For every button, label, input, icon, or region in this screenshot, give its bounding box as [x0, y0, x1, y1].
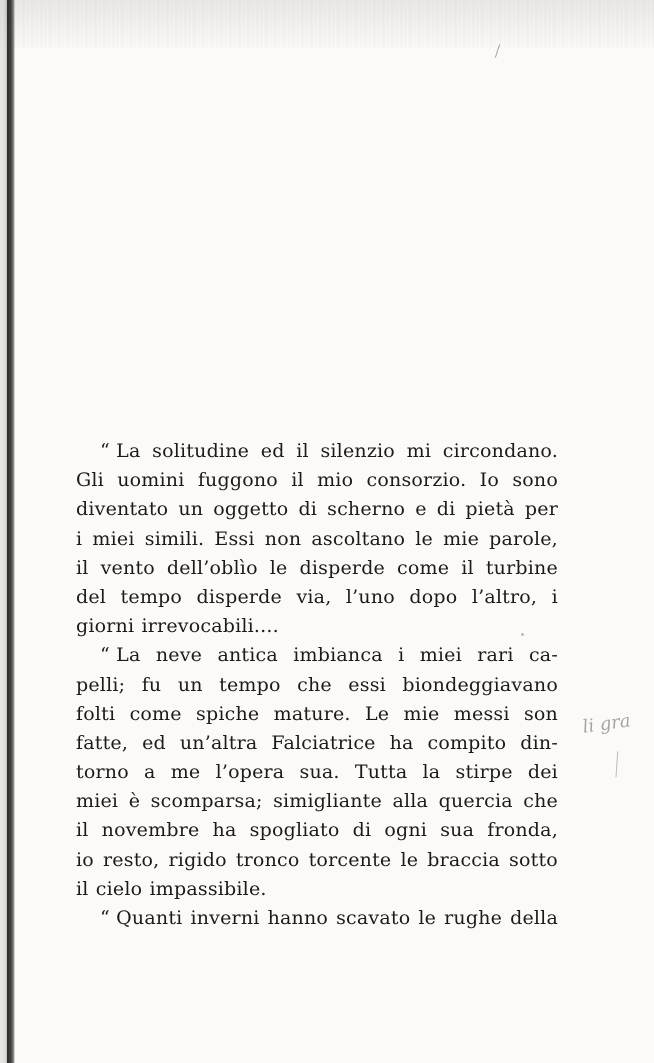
word: i — [76, 527, 83, 550]
text-line — [76, 674, 558, 703]
word: novembre — [101, 819, 200, 842]
word: simili. — [144, 527, 205, 550]
word: ca- — [528, 644, 558, 667]
word: un — [177, 673, 203, 696]
word: me — [170, 761, 201, 784]
word: impassibile. — [149, 877, 267, 900]
word: spiche — [196, 702, 260, 725]
word: quercia — [438, 790, 513, 813]
word: spogliato — [249, 819, 340, 842]
word: disperde — [196, 585, 282, 608]
word: son — [523, 702, 558, 725]
word: tempo — [120, 585, 183, 608]
text-line — [76, 761, 558, 790]
word: biondeggiavano — [402, 673, 558, 696]
word: silenzio — [320, 440, 395, 462]
word: non — [264, 527, 302, 550]
word: sua. — [299, 761, 340, 784]
word: pelli; — [76, 673, 126, 696]
word: turbine — [485, 556, 558, 579]
word: ascoltano — [311, 527, 406, 550]
word: ha — [389, 731, 414, 754]
word: il — [76, 877, 89, 900]
word: dell’oblìo — [166, 556, 258, 579]
word: ogni — [384, 819, 428, 842]
word: miei — [419, 644, 462, 667]
word: torcente — [308, 848, 392, 871]
word: il — [76, 556, 89, 579]
word: solitudine — [152, 440, 250, 462]
word: Le — [364, 702, 390, 725]
page-binding-edge — [7, 0, 15, 1063]
word: scherno — [327, 498, 406, 521]
word: scomparsa; — [150, 790, 263, 813]
word: fu — [141, 673, 162, 696]
word: a — [144, 761, 156, 784]
margin-handwritten-note — [581, 708, 654, 788]
word: messi — [453, 702, 510, 725]
word: le — [415, 527, 433, 550]
word: mie — [403, 702, 440, 725]
word: del — [76, 585, 107, 608]
text-line — [76, 703, 558, 732]
word: fatte, — [76, 731, 129, 754]
word: fronda, — [487, 819, 558, 842]
word: Tutta — [354, 761, 408, 784]
word: il — [296, 440, 309, 462]
text-line — [76, 907, 558, 936]
text-line — [76, 557, 558, 586]
word: Essi — [214, 527, 255, 550]
word: pietà — [465, 498, 515, 521]
word: l’uno — [345, 585, 395, 608]
word: per — [524, 498, 558, 521]
word: i — [398, 644, 405, 667]
word: “ La — [100, 644, 141, 667]
word: il — [461, 556, 474, 579]
word: parole, — [489, 527, 558, 550]
word: uomini — [117, 469, 185, 492]
text-line — [76, 528, 558, 557]
word: miei — [76, 790, 119, 813]
text-line — [76, 615, 558, 644]
word: rughe — [444, 907, 503, 929]
text-line — [76, 586, 558, 615]
word: come — [397, 556, 450, 579]
word: hanno — [267, 907, 329, 929]
margin-note-stroke — [615, 751, 628, 778]
word: disperde — [299, 556, 386, 579]
word: è — [128, 790, 141, 813]
word: io — [76, 848, 94, 871]
word: neve — [155, 644, 203, 667]
word: che — [297, 673, 332, 696]
text-line — [76, 878, 558, 907]
word: un — [178, 498, 204, 521]
word: ha — [212, 819, 237, 842]
word: sua — [440, 819, 475, 842]
word: l’altro, — [471, 585, 538, 608]
word: giorni — [76, 615, 135, 638]
text-line — [76, 849, 558, 878]
word: “ La — [100, 440, 141, 462]
word: diventato — [76, 498, 169, 521]
word: mi — [406, 440, 432, 462]
word: braccia — [427, 848, 500, 871]
word: le — [269, 556, 288, 579]
text-line — [76, 469, 558, 498]
word: l’opera — [215, 761, 285, 784]
word: e — [415, 498, 427, 521]
word: folti — [76, 702, 116, 725]
word: la — [422, 761, 441, 784]
word: il — [76, 819, 89, 842]
word: antica — [217, 644, 278, 667]
margin-note-text: li gra — [581, 710, 632, 738]
text-line — [76, 498, 558, 527]
word: ed — [142, 731, 166, 754]
word: via, — [296, 585, 332, 608]
word: resto, — [103, 848, 160, 871]
word: dei — [527, 761, 558, 784]
word: le — [400, 848, 419, 871]
word: fuggono — [197, 469, 278, 492]
word: compito — [427, 731, 507, 754]
word: consorzio. — [366, 469, 467, 492]
word: rigido — [168, 848, 227, 871]
word: mie — [443, 527, 480, 550]
word: miei — [92, 527, 135, 550]
word: simigliante — [273, 790, 382, 813]
word: mature. — [273, 702, 351, 725]
word: torno — [76, 761, 129, 784]
word: Gli — [76, 469, 104, 492]
word: il — [291, 469, 304, 492]
word: scavato — [336, 907, 411, 929]
word: essi — [348, 673, 386, 696]
body-text — [76, 440, 558, 936]
text-line — [76, 440, 558, 469]
word: le — [418, 907, 437, 929]
word: stirpe — [455, 761, 513, 784]
word: della — [510, 907, 558, 929]
word: cielo — [95, 877, 143, 900]
scan-top-noise — [0, 0, 654, 48]
word: irrevocabili.... — [141, 615, 279, 638]
text-line — [76, 819, 558, 848]
word: oggetto — [213, 498, 289, 521]
word: sotto — [509, 848, 558, 871]
word: dopo — [409, 585, 458, 608]
word: circondano. — [442, 440, 558, 462]
word: un’altra — [179, 731, 258, 754]
page-binding-shadow — [0, 0, 7, 1063]
text-line — [76, 790, 558, 819]
word: Falciatrice — [271, 731, 376, 754]
word: “ Quanti — [100, 907, 183, 929]
word: di — [436, 498, 456, 521]
word: mio — [317, 469, 354, 492]
word: che — [523, 790, 558, 813]
word: come — [129, 702, 182, 725]
word: sono — [512, 469, 558, 492]
word: inverni — [190, 907, 260, 929]
text-line — [76, 644, 558, 673]
word: tempo — [219, 673, 281, 696]
word: rari — [477, 644, 514, 667]
word: imbianca — [293, 644, 383, 667]
word: i — [551, 585, 558, 608]
word: ed — [260, 440, 285, 462]
text-line — [76, 732, 558, 761]
word: Io — [479, 469, 500, 492]
word: alla — [392, 790, 429, 813]
word: vento — [100, 556, 155, 579]
word: di — [298, 498, 318, 521]
word: di — [352, 819, 372, 842]
word: tronco — [235, 848, 300, 871]
word: din- — [520, 731, 558, 754]
